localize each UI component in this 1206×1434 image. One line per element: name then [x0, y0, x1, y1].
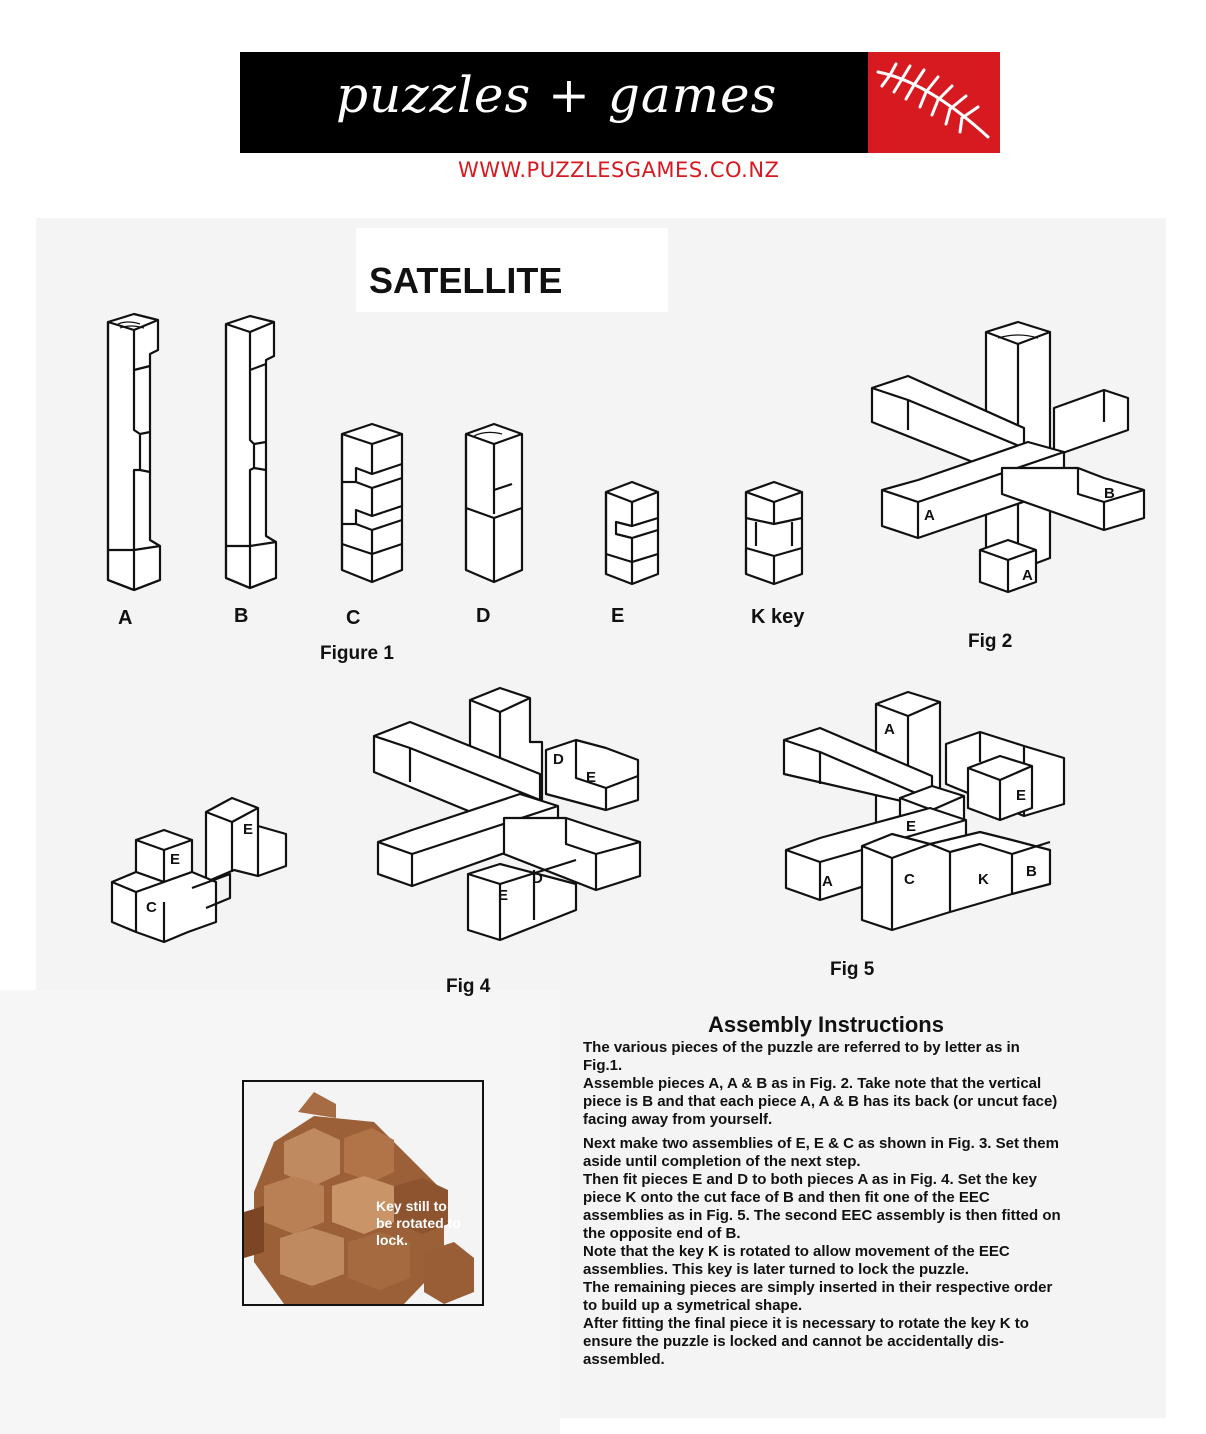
- fig2-label-a-bottom: A: [1022, 567, 1033, 584]
- figure-1-caption: Figure 1: [320, 643, 394, 664]
- instruction-paragraph: After fitting the final piece it is necessary to rotate the key K to ensure the puzzle is locked and cannot be accidentally dis-assembled.: [583, 1315, 1029, 1368]
- piece-k-label: K key: [751, 606, 805, 628]
- piece-e-drawing: [600, 478, 670, 593]
- fig3-label-e-top: E: [243, 821, 254, 838]
- fig5-label-e-center: E: [906, 818, 917, 835]
- fig-2-caption: Fig 2: [968, 631, 1013, 652]
- fig4-label-e-bottom: E: [498, 887, 509, 904]
- piece-d-drawing: [460, 418, 540, 593]
- instruction-paragraph: Note that the key K is rotated to allow movement of the EEC assemblies. This key is later turned to lock the puzzle.: [583, 1243, 1010, 1278]
- fig5-label-e-right: E: [1016, 787, 1027, 804]
- fern-leaf-icon: [868, 52, 1000, 153]
- fig5-label-c: C: [904, 871, 915, 888]
- fig-4-caption: Fig 4: [446, 976, 491, 997]
- instruction-paragraph: Then fit pieces E and D to both pieces A as in Fig. 4. Set the key piece K onto the cut face of B and then fit one of the EEC assemblies as in Fig. 5. The second EEC assembly is then fitted on the opposite end of B.: [583, 1171, 1061, 1242]
- fig5-label-b: B: [1026, 863, 1037, 880]
- piece-c-drawing: [336, 420, 416, 590]
- piece-c-label: C: [346, 607, 361, 629]
- instruction-paragraph: Assemble pieces A, A & B as in Fig. 2. Take note that the vertical piece is B and that each piece A, A & B has its back (or uncut face) facing away from yourself.: [583, 1075, 1058, 1128]
- piece-a-drawing: [100, 310, 180, 600]
- piece-e-label: E: [611, 605, 625, 627]
- fig-3-assembly: [106, 792, 296, 947]
- fig-4-assembly: [370, 684, 650, 946]
- piece-k-drawing: [740, 478, 810, 593]
- fig2-label-a-left: A: [924, 507, 935, 524]
- fig-5-caption: Fig 5: [830, 959, 875, 980]
- piece-b-label: B: [234, 605, 249, 627]
- fig4-label-d-top: D: [553, 751, 564, 768]
- instruction-paragraph: The various pieces of the puzzle are referred to by letter as in Fig.1.: [583, 1039, 1020, 1074]
- photo-note: Key still to be rotated to lock.: [376, 1198, 461, 1248]
- fig4-label-d-bottom: D: [532, 870, 543, 887]
- assembled-puzzle-photo: [242, 1080, 484, 1306]
- brand-banner: [240, 52, 1000, 153]
- fig2-label-b: B: [1104, 485, 1115, 502]
- fig-2-assembly: [868, 318, 1158, 603]
- instructions-title: Assembly Instructions: [708, 1012, 944, 1037]
- instruction-paragraph: Next make two assemblies of E, E & C as shown in Fig. 3. Set them aside until completion of the next step.: [583, 1135, 1059, 1170]
- fig3-label-e: E: [170, 851, 181, 868]
- fig5-label-k: K: [978, 871, 989, 888]
- piece-b-drawing: [218, 310, 298, 600]
- fig-5-assembly: [780, 684, 1070, 946]
- wooden-puzzle-photo-icon: [244, 1082, 482, 1304]
- fig3-label-c: C: [146, 899, 157, 916]
- page-title: SATELLITE: [369, 260, 563, 301]
- brand-name: puzzles + games: [336, 66, 778, 124]
- piece-d-label: D: [476, 605, 491, 627]
- fig5-label-a-top: A: [884, 721, 895, 738]
- website-url: WWW.PUZZLESGAMES.CO.NZ: [458, 158, 780, 182]
- piece-a-label: A: [118, 607, 133, 629]
- fig5-label-a-left: A: [822, 873, 833, 890]
- instruction-paragraph: The remaining pieces are simply inserted in their respective order to build up a symetrical shape.: [583, 1279, 1053, 1314]
- fig4-label-e-top: E: [586, 769, 597, 786]
- instructions-text: [583, 1039, 1063, 1369]
